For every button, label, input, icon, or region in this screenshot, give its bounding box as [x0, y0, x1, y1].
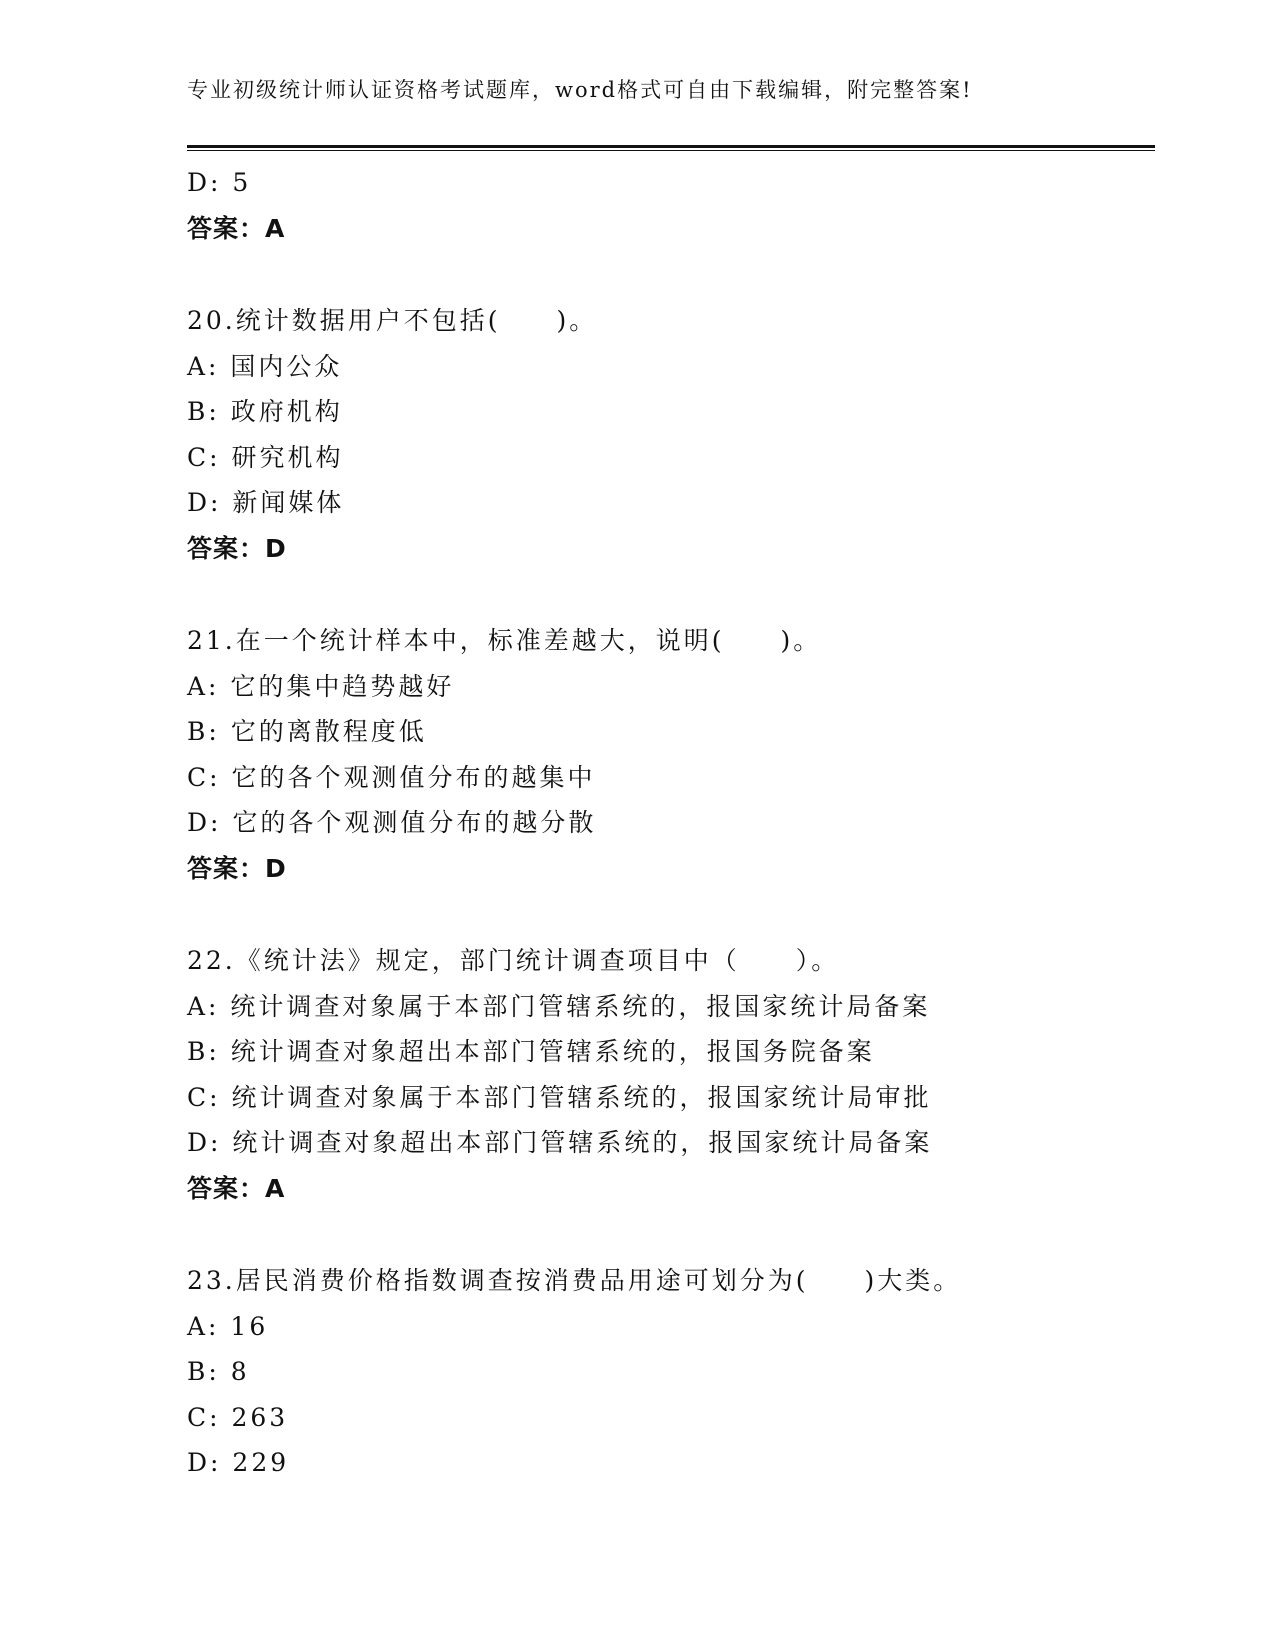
question-22: [187, 938, 1155, 1211]
option-b: B: 政府机构: [187, 397, 343, 426]
header-rule-thin: [187, 150, 1155, 151]
question-21: [187, 618, 1155, 891]
option-c: C: 统计调查对象属于本部门管辖系统的，报国家统计局审批: [187, 1082, 932, 1112]
option-d: D: 新闻媒体: [187, 488, 345, 517]
option-d: D: 5: [187, 168, 252, 197]
header-rule-thick: [187, 145, 1155, 148]
question-stem: 22.《统计法》规定，部门统计调查项目中（ ）。: [187, 946, 840, 975]
page-header: 专业初级统计师认证资格考试题库，word格式可自由下载编辑，附完整答案!: [187, 78, 973, 102]
answer: 答案：A: [187, 1173, 286, 1203]
question-stem: 20.统计数据用户不包括( )。: [187, 306, 598, 335]
question-stem: 23.居民消费价格指数调查按消费品用途可划分为( )大类。: [187, 1266, 962, 1295]
option-b: B: 8: [187, 1357, 250, 1386]
option-a: A: 它的集中趋势越好: [187, 671, 455, 701]
option-c: C: 研究机构: [187, 442, 344, 472]
question-stem: 21.在一个统计样本中，标准差越大，说明( )。: [187, 626, 822, 655]
question-content: [187, 160, 1155, 1486]
question-20: [187, 298, 1155, 571]
option-a: A: 16: [187, 1311, 269, 1341]
option-b: B: 它的离散程度低: [187, 717, 427, 746]
option-c: C: 263: [187, 1402, 289, 1432]
option-c: C: 它的各个观测值分布的越集中: [187, 762, 596, 792]
option-d: D: 统计调查对象超出本部门管辖系统的，报国家统计局备案: [187, 1128, 933, 1157]
answer: 答案：A: [187, 213, 286, 243]
answer: 答案：D: [187, 853, 287, 883]
question-23: [187, 1258, 1155, 1486]
answer: 答案：D: [187, 533, 287, 563]
option-d: D: 它的各个观测值分布的越分散: [187, 808, 597, 837]
option-a: A: 国内公众: [187, 351, 343, 381]
option-d: D: 229: [187, 1448, 290, 1477]
option-a: A: 统计调查对象属于本部门管辖系统的，报国家统计局备案: [187, 991, 931, 1021]
option-b: B: 统计调查对象超出本部门管辖系统的，报国务院备案: [187, 1037, 875, 1066]
